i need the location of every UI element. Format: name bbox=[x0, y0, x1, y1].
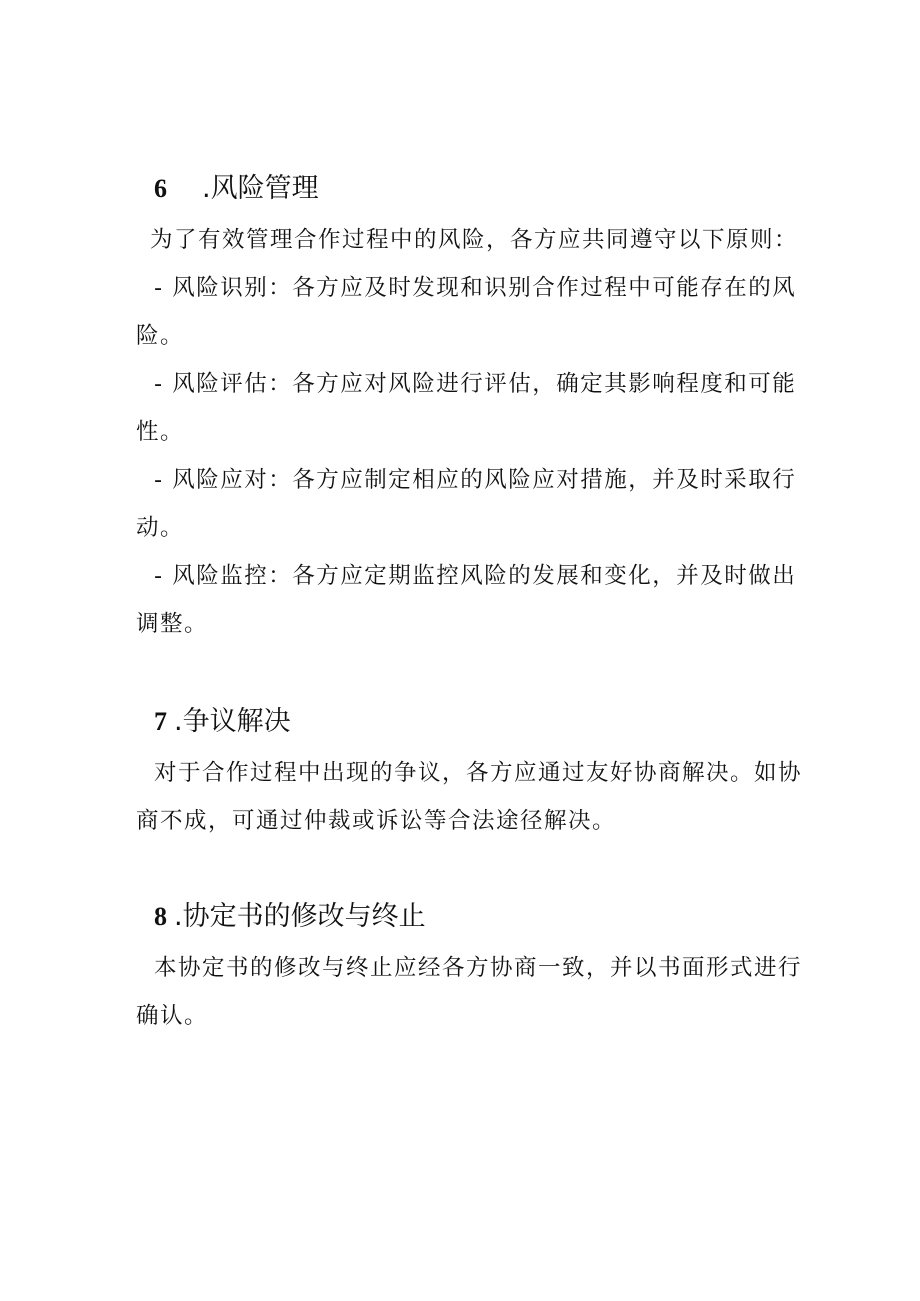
section-8-number: 8 bbox=[154, 902, 167, 931]
section-6-number: 6 bbox=[154, 174, 167, 203]
section-7-heading bbox=[154, 705, 291, 739]
section-8-body: 本协定书的修改与终止应经各方协商一致，并以书面形式进行确认。 bbox=[136, 955, 803, 1029]
section-6-heading bbox=[154, 172, 319, 206]
section-8-heading bbox=[154, 900, 426, 934]
section-6-item-assess: - 风险评估：各方应对风险进行评估，确定其影响程度和可能性。 bbox=[136, 371, 797, 445]
section-6-item-respond: - 风险应对：各方应制定相应的风险应对措施，并及时采取行动。 bbox=[136, 467, 797, 541]
section-6-item-monitor: - 风险监控：各方应定期监控风险的发展和变化，并及时做出调整。 bbox=[136, 563, 797, 637]
section-6-intro: 为了有效管理合作过程中的风险，各方应共同遵守以下原则： bbox=[150, 227, 799, 253]
section-8-title: .协定书的修改与终止 bbox=[174, 901, 426, 932]
section-7-number: 7 bbox=[154, 707, 167, 736]
section-6-title: .风险管理 bbox=[202, 173, 319, 204]
section-7-title: .争议解决 bbox=[174, 706, 291, 737]
section-7-body: 对于合作过程中出现的争议，各方应通过友好协商解决。如协商不成，可通过仲裁或诉讼等合法途径解决。 bbox=[136, 760, 803, 834]
section-6-item-identify: - 风险识别：各方应及时发现和识别合作过程中可能存在的风险。 bbox=[136, 275, 797, 349]
